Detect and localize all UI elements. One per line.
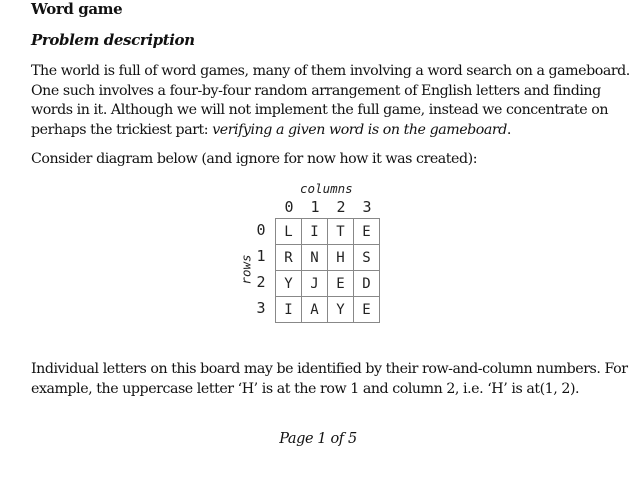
page-number: Page 1 of 5 — [279, 431, 357, 447]
section-heading: Problem description — [31, 31, 195, 49]
grid-cell: I — [302, 219, 328, 245]
rows-label: rows — [238, 254, 254, 285]
grid-cell: E — [354, 219, 380, 245]
grid-cell: H — [328, 245, 354, 271]
grid-cell: N — [302, 245, 328, 271]
grid-cell: E — [354, 297, 380, 323]
grid-cell: T — [328, 219, 354, 245]
column-header: 3 — [362, 198, 372, 216]
letter-grid — [275, 218, 380, 323]
grid-cell: A — [302, 297, 328, 323]
grid-cell: Y — [276, 271, 302, 297]
grid-cell: Y — [328, 297, 354, 323]
grid-cell: L — [276, 219, 302, 245]
grid-row — [276, 297, 380, 323]
grid-cell: I — [276, 297, 302, 323]
column-header: 0 — [284, 198, 294, 216]
column-header: 1 — [310, 198, 320, 216]
row-header: 1 — [256, 247, 266, 265]
columns-label: columns — [300, 181, 353, 196]
grid-cell: S — [354, 245, 380, 271]
grid-row — [276, 271, 380, 297]
grid-row — [276, 219, 380, 245]
grid-cell: D — [354, 271, 380, 297]
explanation-paragraph: Individual letters on this board may be identified by their row-and-column numbers. For example, the uppercase letter ‘H’ is at the row 1 and column 2, i.e. ‘H’ is at(1, 2). — [31, 361, 628, 397]
intro-emphasis: verifying a given word is on the gameboard — [212, 121, 507, 138]
diagram-intro-paragraph: Consider diagram below (and ignore for now how it was created): — [31, 151, 478, 167]
grid-cell: J — [302, 271, 328, 297]
intro-end: . — [506, 121, 511, 138]
grid-row — [276, 245, 380, 271]
row-header: 0 — [256, 221, 266, 239]
grid-cell: E — [328, 271, 354, 297]
document-title: Word game — [31, 0, 123, 18]
intro-text: The world is full of word games, many of them involving a word search on a gameboard. One such involves a four-by-four random arrangement of English letters and finding words in it. Although we will not implement the full game, instead we concentrate on perhaps the trickiest part: — [31, 63, 630, 138]
row-header: 3 — [256, 299, 266, 317]
grid-cell: R — [276, 245, 302, 271]
column-header: 2 — [336, 198, 346, 216]
row-header: 2 — [256, 273, 266, 291]
